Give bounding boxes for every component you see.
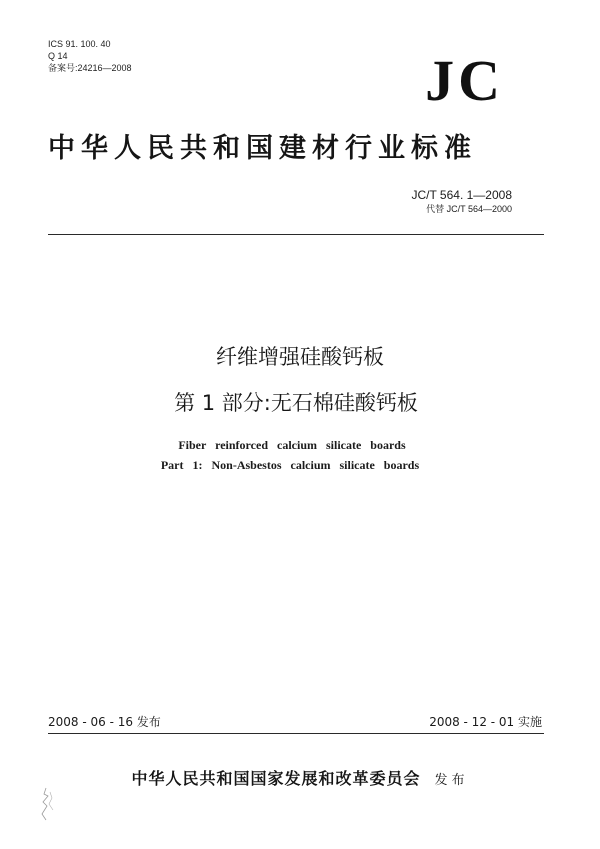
- scan-artifact: [34, 784, 60, 824]
- publish-label: 发布: [434, 773, 469, 788]
- top-divider: [48, 234, 544, 235]
- issue-date: 2008 - 06 - 16 发布: [48, 715, 161, 729]
- title-en-main: Fiber reinforced calcium silicate boards: [178, 438, 406, 452]
- issuer-line: [0, 768, 600, 792]
- bottom-divider: [48, 733, 544, 734]
- ics-code: ICS 91. 100. 40: [48, 39, 111, 49]
- standard-category: 中华人民共和国建材行业标准: [48, 133, 477, 164]
- classification-code: Q 14: [48, 51, 68, 61]
- metadata-block: [48, 38, 132, 74]
- title-cn-main: 纤维增强硅酸钙板: [216, 345, 384, 369]
- title-cn-part: 第 1 部分:无石棉硅酸钙板: [174, 391, 418, 415]
- title-en-part: Part 1: Non-Asbestos calcium silicate boards: [160, 458, 420, 472]
- standard-number: JC/T 564. 1—2008: [411, 188, 512, 202]
- standard-number-block: [411, 188, 512, 215]
- jc-logo: JC: [425, 48, 504, 113]
- effective-date: 2008 - 12 - 01 实施: [429, 715, 542, 729]
- replaces-standard: 代替 JC/T 564—2000: [426, 204, 512, 214]
- issuer-name: 中华人民共和国国家发展和改革委员会: [131, 769, 421, 788]
- record-number: 备案号:24216—2008: [48, 63, 132, 73]
